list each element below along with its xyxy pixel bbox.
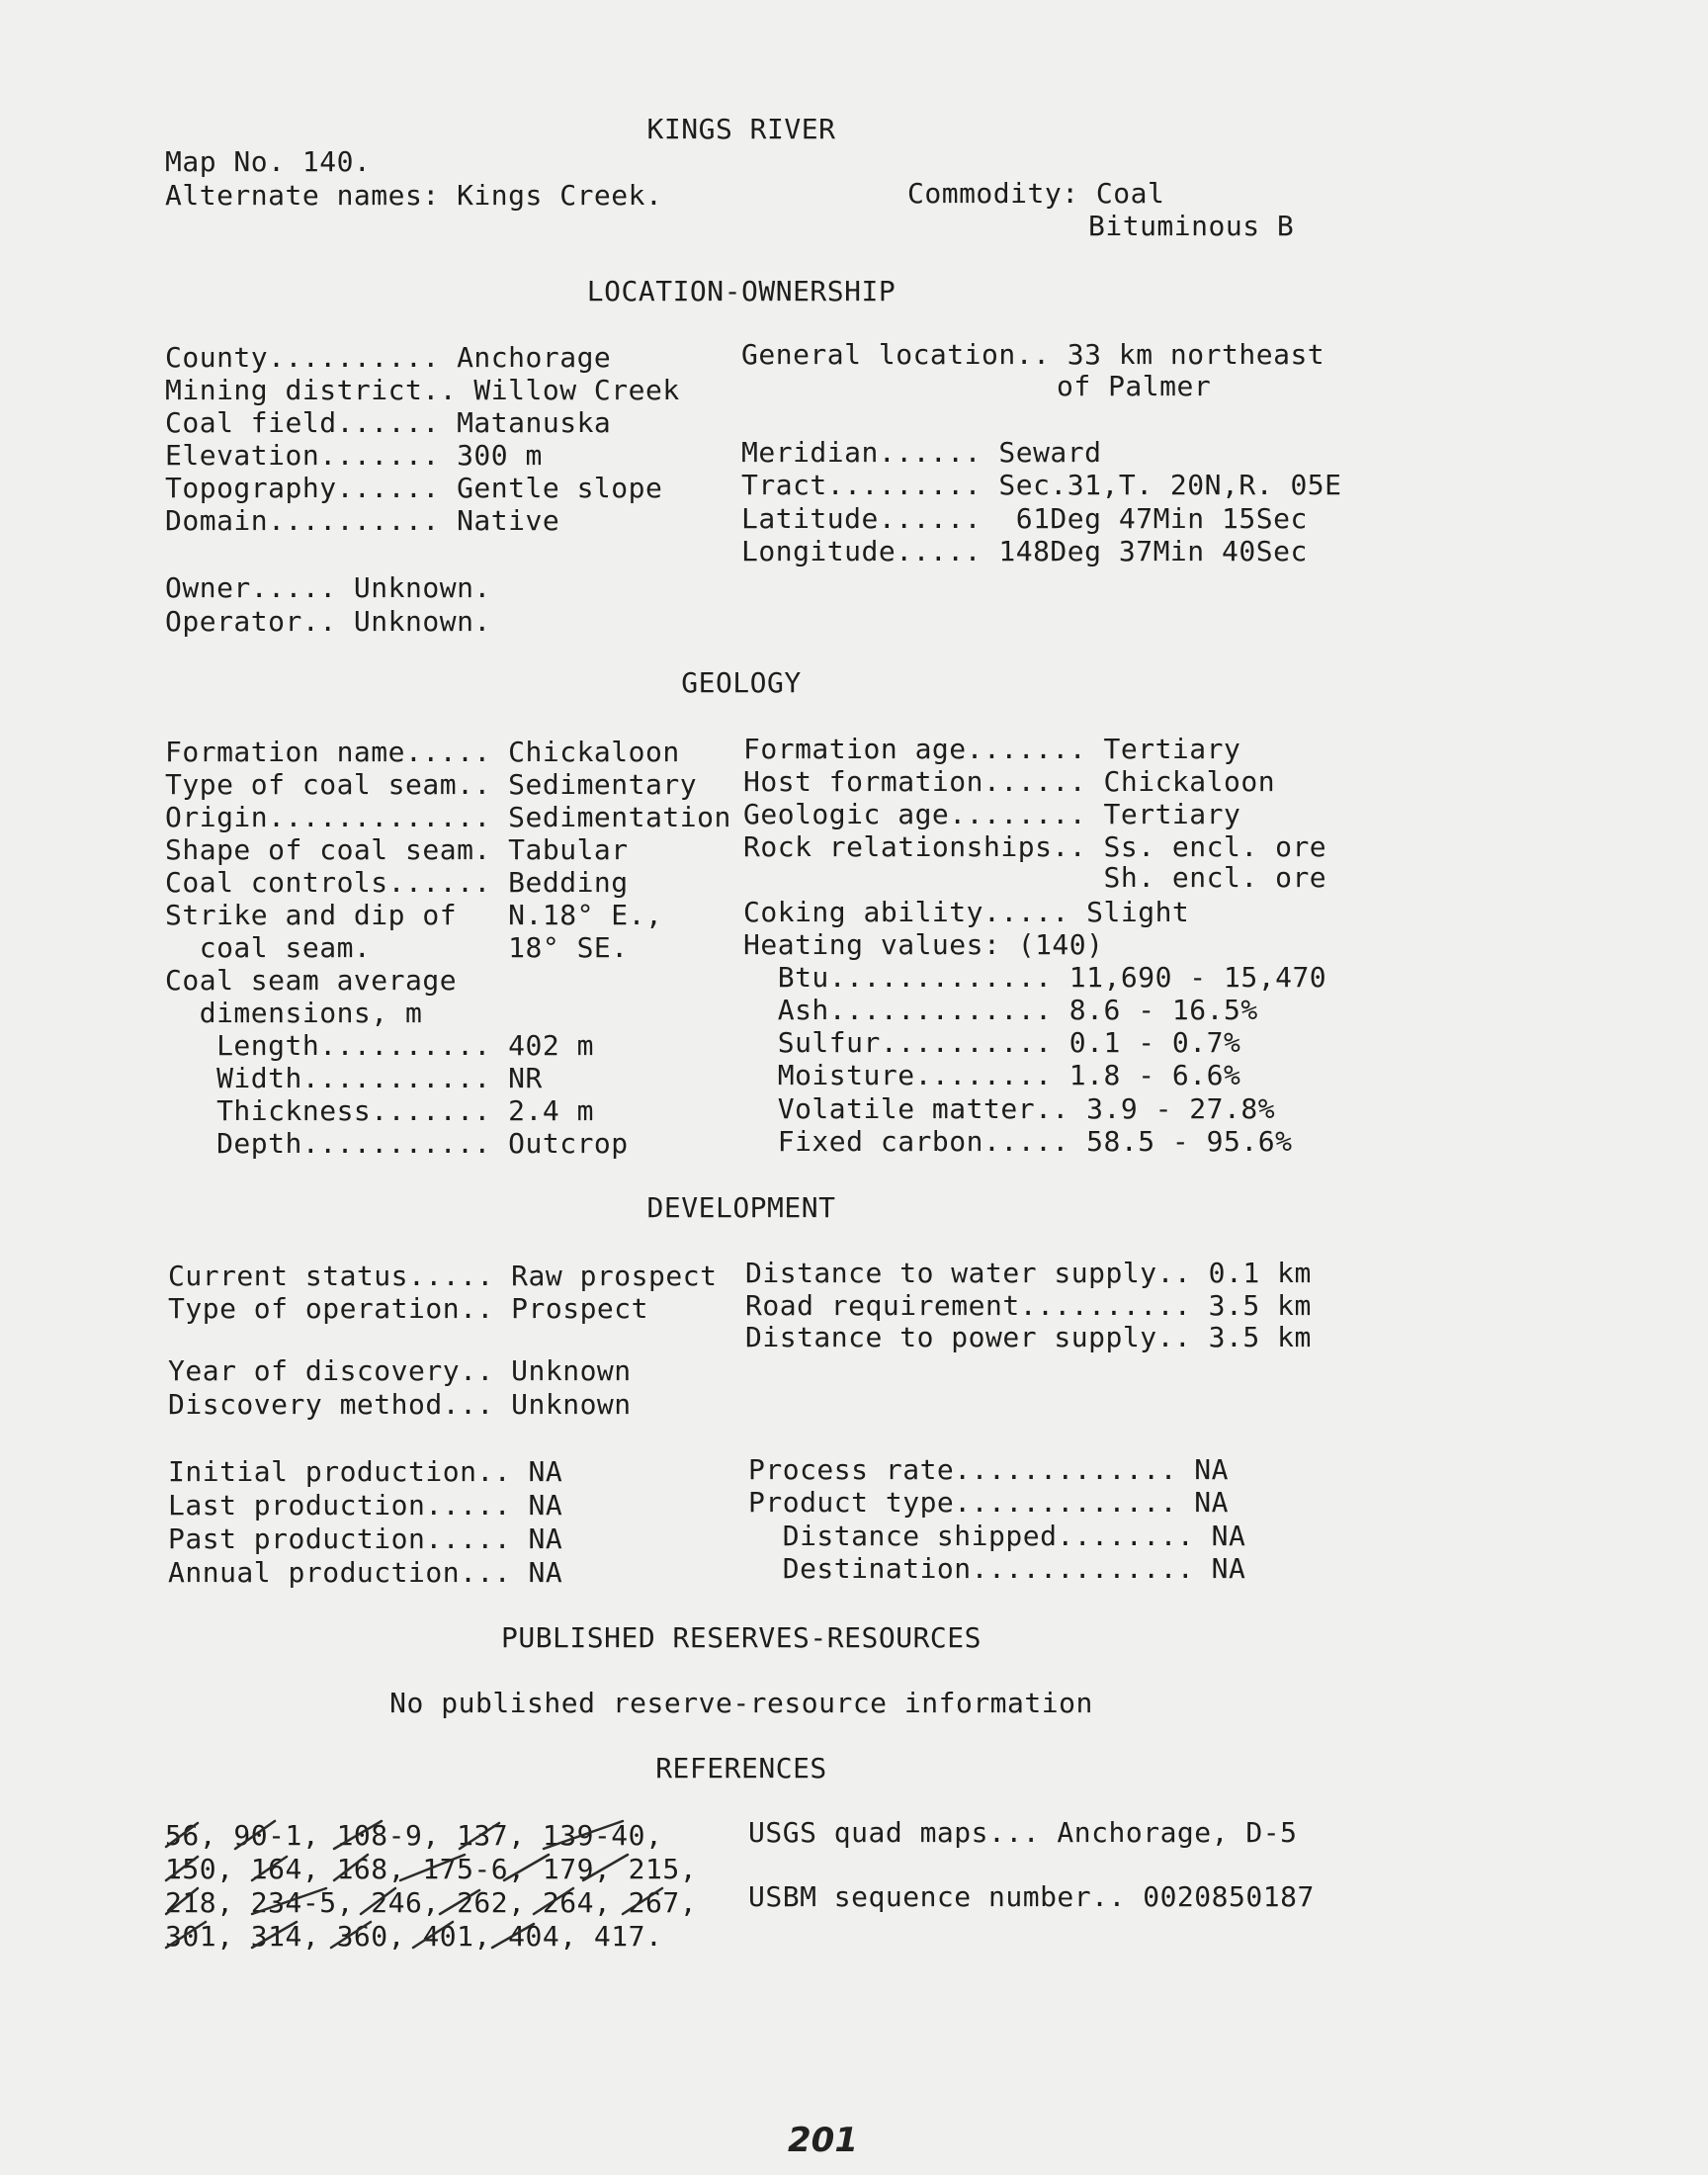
geology-field: Coal controls...... Bedding [165,866,629,899]
reference-line: 301, 314, 360, 401, 404, 417. [165,1920,663,1953]
geology-field: Moisture........ 1.8 - 6.6% [743,1059,1241,1091]
location-field: Latitude...... 61Deg 47Min 15Sec [741,502,1308,535]
reserves-text: No published reserve-resource information [389,1687,1093,1719]
reference-line: 150, 164, 168, 175-6, 179, 215, [165,1853,698,1885]
geology-field: Coking ability..... Slight [743,896,1190,928]
usgs-quad-maps: USGS quad maps... Anchorage, D-5 [748,1816,1298,1849]
page-title: KINGS RIVER [646,113,836,145]
section-heading-reserves: PUBLISHED RESERVES-RESOURCES [500,1621,982,1654]
section-heading-geology: GEOLOGY [681,666,802,699]
general-location: General location.. 33 km northeast [741,338,1325,371]
alternate-names: Alternate names: Kings Creek. [165,179,663,212]
location-field: Tract......... Sec.31,T. 20N,R. 05E [741,469,1342,501]
geology-field: Fixed carbon..... 58.5 - 95.6% [743,1125,1293,1158]
map-number: Map No. 140. [165,145,372,178]
geology-field: Origin............. Sedimentation [165,801,731,833]
location-field: Topography...... Gentle slope [165,472,663,504]
operator: Operator.. Unknown. [165,605,491,638]
development-field: Distance to power supply.. 3.5 km [745,1321,1312,1353]
section-heading-references: REFERENCES [655,1752,827,1784]
commodity: Commodity: Coal [907,177,1165,210]
geology-field: Geologic age........ Tertiary [743,798,1241,830]
development-field: Distance to water supply.. 0.1 km [745,1257,1312,1289]
geology-field: Heating values: (140) [743,928,1104,961]
geology-field: dimensions, m [165,997,423,1029]
production-field: Annual production... NA [168,1556,563,1589]
location-field: Meridian...... Seward [741,436,1102,469]
development-field: Current status..... Raw prospect [168,1260,718,1292]
geology-field: Ash............. 8.6 - 16.5% [743,994,1258,1026]
geology-field: coal seam. 18° SE. [165,931,629,964]
production-field: Last production..... NA [168,1489,563,1522]
geology-field: Rock relationships.. Ss. encl. ore [743,830,1327,863]
production-field: Distance shipped........ NA [748,1520,1246,1552]
geology-field: Length.......... 402 m [165,1029,594,1062]
location-field: Domain.......... Native [165,504,560,537]
location-field: County.......... Anchorage [165,341,612,374]
geology-field: Depth........... Outcrop [165,1127,629,1160]
geology-field: Coal seam average [165,964,458,997]
geology-field: Width........... NR [165,1062,543,1094]
geology-field: Volatile matter.. 3.9 - 27.8% [743,1092,1276,1125]
geology-field: Type of coal seam.. Sedimentary [165,768,698,801]
geology-field: Strike and dip of N.18° E., [165,899,663,931]
development-field: Road requirement.......... 3.5 km [745,1289,1312,1322]
development-field: Year of discovery.. Unknown [168,1354,632,1387]
geology-field: Formation age....... Tertiary [743,733,1241,765]
development-field: Type of operation.. Prospect [168,1292,649,1325]
location-field: Mining district.. Willow Creek [165,374,680,406]
reference-line: 56, 90-1, 108-9, 137, 139-40, [165,1819,663,1852]
production-field: Initial production.. NA [168,1455,563,1488]
usbm-sequence-number: USBM sequence number.. 0020850187 [748,1880,1315,1913]
production-field: Destination............. NA [748,1552,1246,1585]
location-field: Longitude..... 148Deg 37Min 40Sec [741,535,1308,567]
geology-field: Sulfur.......... 0.1 - 0.7% [743,1026,1241,1059]
geology-field: Formation name..... Chickaloon [165,736,680,768]
geology-field: Sh. encl. ore [743,861,1327,894]
development-field: Discovery method... Unknown [168,1388,632,1421]
section-heading-location: LOCATION-OWNERSHIP [586,275,897,307]
production-field: Process rate............. NA [748,1453,1230,1486]
geology-field: Shape of coal seam. Tabular [165,833,629,866]
geology-field: Btu............. 11,690 - 15,470 [743,961,1327,994]
general-location-cont: of Palmer [1057,370,1212,402]
geology-field: Thickness....... 2.4 m [165,1094,594,1127]
location-field: Coal field...... Matanuska [165,406,612,439]
owner: Owner..... Unknown. [165,571,491,604]
page-number: 201 [788,2121,858,2160]
commodity-rank: Bituminous B [1088,210,1295,242]
location-field: Elevation....... 300 m [165,439,543,472]
production-field: Product type............. NA [748,1486,1230,1519]
reference-line: 218, 234-5, 246, 262, 264, 267, [165,1886,698,1919]
geology-field: Host formation...... Chickaloon [743,765,1276,798]
section-heading-development: DEVELOPMENT [646,1191,836,1224]
production-field: Past production..... NA [168,1522,563,1555]
